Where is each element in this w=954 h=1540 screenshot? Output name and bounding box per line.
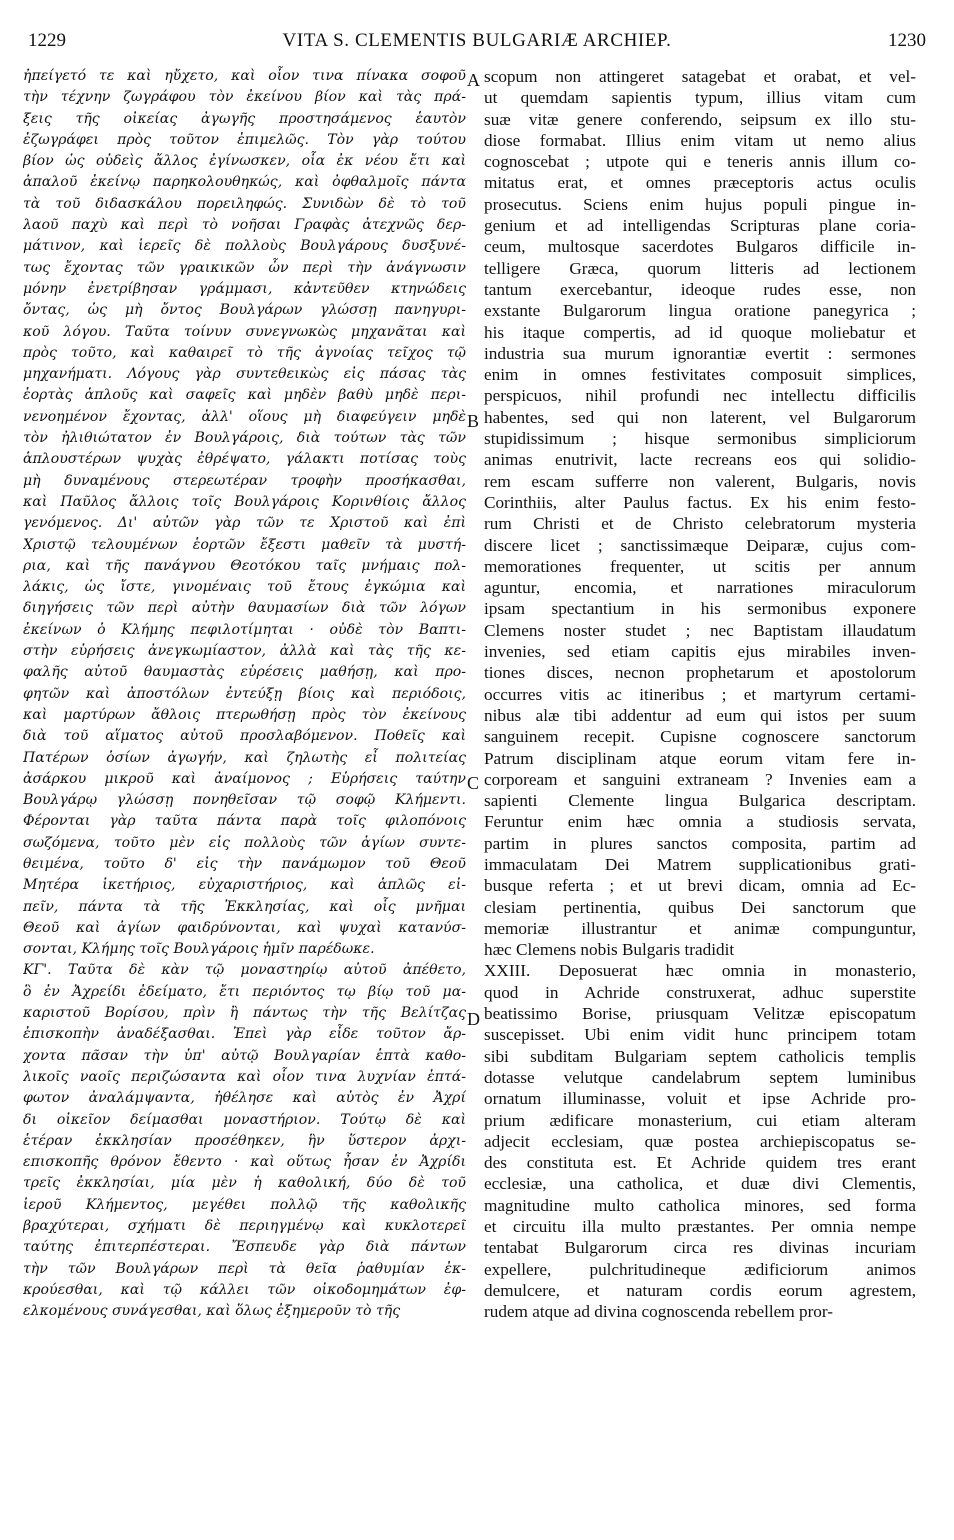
latin-text-line: des constituta est. Et Achride quidem tres erant bbox=[484, 1153, 916, 1173]
greek-text-line: φαλῆς αὐτοῦ θαυμαστὰς εὑρέσεις μαθήσῃ, καὶ προ- bbox=[23, 664, 466, 681]
latin-text-line: ipsam spectantium in his sermonibus exponere bbox=[484, 599, 916, 619]
greek-text-line: βραχύτεραι, σχήματι δὲ περιηγμένῳ καὶ κυκλοτερεῖ bbox=[23, 1218, 466, 1235]
greek-text-line: σονται, Κλήμης τοῖς Βουλγάροις ἡμῖν παρέδωκε. bbox=[23, 941, 375, 958]
latin-text-line: scopum non attingeret satagebat et orabat, et vel- bbox=[484, 67, 916, 86]
greek-text-line: Βουλγάρῳ γλώσσῃ πονηθεῖσαν τῷ σοφῷ Κλήμεντι. bbox=[23, 792, 466, 809]
latin-text-line: ut quemdam sapientis typum, illius vitam cum bbox=[484, 88, 916, 108]
latin-text-line: dotasse velutque candelabrum septem luminibus bbox=[484, 1067, 916, 1087]
latin-text-line: suæ vitæ genere conferendo, seipsum ex illo stu- bbox=[484, 109, 916, 129]
page-number-right: 1230 bbox=[888, 30, 926, 51]
greek-text-line: μόνην ἐνετρίβησαν γράμμασι, κἀντεῦθεν κτηνώδεις bbox=[23, 280, 466, 297]
greek-text-line: ἐκείνων ὁ Κλήμης πεφιλοτίμηται · οὐδὲ τὸν Βαπτι- bbox=[23, 621, 466, 638]
latin-text-line: adjecit ecclesiam, quæ postea archiepiscopatus se- bbox=[484, 1131, 916, 1151]
latin-text-line: et circuitu illa multo præstantes. Per omnia nempe bbox=[484, 1217, 916, 1237]
greek-text-line: λικοῖς ναοῖς περιζώσαντα καὶ οἷον τινα λυχνίαν ἑπτά- bbox=[23, 1068, 466, 1085]
latin-text-line: XXIII. Deposuerat hæc omnia in monasterio, bbox=[484, 961, 916, 981]
greek-text-line: φωτον ἀναλάμψαντα, ἠθέλησε καὶ αὐτὸς ἐν Ἀχρί bbox=[23, 1090, 466, 1107]
latin-text-line: stupidissimum ; hisque sermonibus simpliciorum bbox=[484, 429, 916, 449]
section-marker-b: B bbox=[467, 411, 480, 431]
latin-text-line: animas enutrivit, lacte recreans eos qui solidio- bbox=[484, 450, 916, 470]
latin-text-line: sanguinem recepit. Cupisne cognoscere sanctorum bbox=[484, 727, 916, 747]
greek-text-line: θειμένα, τοῦτο δ' εἰς τὴν πανάμωμον τοῦ Θεοῦ bbox=[23, 855, 466, 872]
latin-text-line: discere licet ; sanctissimæque Deiparæ, cujus com- bbox=[484, 535, 916, 555]
latin-text-line: busque referta ; et ut brevi dicam, omnia ad Ec- bbox=[484, 876, 916, 896]
greek-text-line: ὃ ἐν Ἀχρείδι ἐδείματο, ἔτι περιόντος τῳ βίῳ τοῦ μα- bbox=[23, 983, 466, 1000]
latin-text-line: exstante Bulgarorum lingua oratione panegyrica ; bbox=[484, 301, 916, 321]
latin-text-line: quod in Achride construxerat, adhuc superstite bbox=[484, 982, 916, 1002]
greek-text-line: Θεοῦ καὶ ἁγίων φαιδρύνονται, καὶ ψυχαὶ κατανύσ- bbox=[23, 919, 466, 936]
greek-text-line: γενόμενος. Δι' αὐτῶν γὰρ τῶν τε Χριστοῦ καὶ ἐπὶ bbox=[23, 515, 466, 532]
greek-text-line: τὰ τοῦ διδασκάλου πορειληφώς. Συνιδὼν δὲ τὸ τοῦ bbox=[23, 195, 466, 212]
latin-column bbox=[484, 66, 916, 1323]
latin-text-line: corpoream et sanguini extraneam ? Invenies eam a bbox=[484, 769, 916, 789]
latin-text-line: mitatus erat, et omnes præceptoris actus oculis bbox=[484, 173, 916, 193]
latin-text-line: beatissimo Borise, priusquam Velitzæ episcopatum bbox=[484, 1004, 916, 1024]
greek-text-line: μάτινον, καὶ ἱερεῖς δὲ πολλοὺς Βουλγάρους δυσξυνέ- bbox=[23, 238, 466, 255]
greek-text-line: βίον ὡς οὐδεὶς ἄλλος ἐγίνωσκεν, οἷα ἐκ νέου ἔτι καὶ bbox=[23, 153, 466, 170]
greek-text-line: ταύτης ἐπιτερπέστεραι. Ἔσπευδε γὰρ διὰ πάντων bbox=[23, 1239, 466, 1256]
greek-text-line: φητῶν καὶ ἀποστόλων ἐντεύξῃ βίοις καὶ περιόδοις, bbox=[23, 685, 466, 702]
greek-text-line: ελκομένους συνάγεσθαι, καὶ ὅλως ἐξημεροῦν τὸ τῆς bbox=[23, 1303, 401, 1320]
latin-text-line: tantum exercebantur, ideoque rudes esse, non bbox=[484, 279, 916, 299]
greek-text-line: ἁπαλοῦ ἐκείνῳ παρηκολουθηκώς, καὶ ὀφθαλμοῖς πάντα bbox=[23, 174, 466, 191]
latin-text-line: partim in plures sanctos composita, partim ad bbox=[484, 833, 916, 853]
greek-text-line: τὸν ἠλιθιώτατον ἐν Βουλγάροις, διὰ τούτων τὰς τῶν bbox=[23, 430, 466, 447]
latin-text-line: tiones disces, necnon prophetarum et apostolorum bbox=[484, 663, 916, 683]
greek-text-line: μὴ δυναμένους στερεωτέραν τροφὴν προσήκασθαι, bbox=[23, 472, 466, 489]
greek-text-line: στὴν εὑρήσεις ἀνεγκωμίαστον, ἀλλὰ καὶ τὰς τῆς κε- bbox=[23, 643, 466, 660]
greek-text-line: καὶ μαρτύρων ἄθλοις πτερωθήσῃ πρὸς τὸν ἐκείνους bbox=[23, 706, 466, 723]
greek-text-line: ΚΓ'. Ταῦτα δὲ κὰν τῷ μοναστηρίῳ αὐτοῦ ἀπέθετο, bbox=[23, 962, 466, 979]
latin-text-line: suscepisset. Ubi enim vidit hunc principem totam bbox=[484, 1025, 916, 1045]
latin-text-line: tentabat Bulgarorum circa res divinas incuriam bbox=[484, 1238, 916, 1258]
latin-text-line: sapienti Clemente lingua Bulgarica descriptam. bbox=[484, 791, 916, 811]
latin-text-line: perspicuos, nihil profundi nec intellectu difficilis bbox=[484, 386, 916, 406]
latin-text-line: Patrum disciplinam atque eorum vitam fere in- bbox=[484, 748, 916, 768]
latin-text-line: ecclesiæ, una catholica, et duæ divi Clementis, bbox=[484, 1174, 916, 1194]
latin-text-line: nibus alæ tibi addentur ad eum qui istos per suum bbox=[484, 705, 916, 725]
greek-text-line: λάκις, ὡς ἴστε, γινομέναις τοῦ ἔτους ἐγκώμια καὶ bbox=[23, 579, 466, 596]
greek-text-line: ἀσάρκου μικροῦ καὶ ἀναίμονος ; Εὑρήσεις ταύτην bbox=[23, 770, 466, 787]
section-marker-c: C bbox=[467, 773, 480, 793]
greek-text-line: ἱεροῦ Κλήμεντος, μεγέθει πολλῷ τῆς καθολικῆς bbox=[23, 1196, 466, 1213]
latin-text-line: demulcere, et naturam cordis eorum agrestem, bbox=[484, 1280, 916, 1300]
latin-text-line: magnitudine multo catholica minores, sed forma bbox=[484, 1195, 916, 1215]
latin-text-line: Clemens noster studet ; nec Baptistam illaudatum bbox=[484, 620, 916, 640]
greek-text-line: καὶ Παῦλος ἄλλοις τοῖς Βουλγάροις Κορινθίοις ἄλλος bbox=[23, 493, 466, 510]
latin-text-line: sibi subditam Bulgariam septem catholicis templis bbox=[484, 1046, 916, 1066]
greek-text-line: ἐζωγράφει πρὸς τοῦτον ἐπιμελῶς. Τὸν γὰρ τούτου bbox=[23, 131, 466, 148]
greek-text-line: Πατέρων ὁσίων ἀγωγήν, καὶ ζηλωτὴς εἶ πολιτείας bbox=[23, 749, 466, 766]
section-marker-d: D bbox=[467, 1009, 480, 1029]
latin-text-line: diose formabat. Illius enim vitam ut nemo alius bbox=[484, 130, 916, 150]
latin-text-line: memorationes frequenter, ut scitis per annum bbox=[484, 556, 916, 576]
greek-text-line: νενοημένον ἔχοντας, ἀλλ' οἵους μὴ διαφεύγειν μηδὲ bbox=[23, 408, 466, 425]
greek-text-line: ξεις τῆς οἰκείας ἀγωγῆς προστησάμενος ἑαυτὸν bbox=[23, 110, 466, 127]
latin-text-line: genium et ad intelligendas Scripturas plane coria- bbox=[484, 216, 916, 236]
latin-text-line: telligere Græca, quorum litteris ad lectionem bbox=[484, 258, 916, 278]
latin-text-line: expellere, pulchritudineque ædificiorum animos bbox=[484, 1259, 916, 1279]
latin-text-line: ceum, multosque sacerdotes Bulgaros difficile in- bbox=[484, 237, 916, 257]
latin-text-line: Corinthiis, alter Paulus factus. Ex his enim festo- bbox=[484, 492, 916, 512]
latin-text-line: his itaque compertis, ad id quoque moliebatur et bbox=[484, 322, 916, 342]
greek-text-line: δι οἰκεῖον δείμασθαι μοναστήριον. Τούτῳ δὲ καὶ bbox=[23, 1111, 466, 1128]
latin-text-line: clesiam pertinentia, quibus Dei sanctorum que bbox=[484, 897, 916, 917]
latin-text-line: rudem atque ad divina cognoscenda rebellem pror- bbox=[484, 1302, 833, 1322]
latin-text-line: rum Christi et de Christo celebratorum mysteria bbox=[484, 514, 916, 534]
latin-text-line: industria sua murum ignorantiæ evertit : sermones bbox=[484, 343, 916, 363]
greek-text-line: σωζόμενα, τοῦτο μὲν εἰς πολλοὺς τῶν ἁγίων συντε- bbox=[23, 834, 466, 851]
greek-text-line: κρούεσθαι, καὶ τῷ κάλλει τῶν οἰκοδομημάτων ἐφ- bbox=[23, 1281, 466, 1298]
greek-text-line: διηγήσεις τῶν περὶ αὐτὴν θαυμασίων διὰ τῶν λόγων bbox=[23, 600, 466, 617]
latin-text-line: prium ædificare monasterium, cui etiam alteram bbox=[484, 1110, 916, 1130]
greek-text-line: ἠπείγετό τε καὶ ηὔχετο, καὶ οἷον τινα πίνακα σοφοῦ bbox=[23, 68, 466, 84]
greek-text-line: τὴν τῶν Βουλγάρων περὶ τὰ θεῖα ῥαθυμίαν ἐκ- bbox=[23, 1260, 466, 1277]
latin-text-line: habentes, sed qui non laterent, vel Bulgarorum bbox=[484, 407, 916, 427]
latin-text-line: Feruntur enim hæc omnia a studiosis servata, bbox=[484, 812, 916, 832]
latin-text-line: immaculatam Dei Matrem supplicationibus grati- bbox=[484, 854, 916, 874]
latin-text-line: cognoscebat ; utpote qui e teneris annis illum co- bbox=[484, 152, 916, 172]
latin-text-line: ornatum illuminasse, voluit et ipse Achride pro- bbox=[484, 1089, 916, 1109]
page-number-left: 1229 bbox=[28, 30, 66, 51]
greek-text-line: διὰ τοῦ αἵματος αὐτοῦ προσλαβόμενον. Ποθεῖς καὶ bbox=[23, 728, 466, 745]
latin-text-line: memoriæ illustrantur et animæ compunguntur, bbox=[484, 918, 916, 938]
greek-text-line: ἐπισκοπὴν ἀναδέξασθαι. Ἐπεὶ γὰρ εἶδε τοῦτον ἄρ- bbox=[23, 1026, 466, 1043]
greek-text-line: ὄντας, ὡς μὴ ὄντος Βουλγάρων γλώσσῃ πανηγυρι- bbox=[23, 302, 466, 319]
greek-text-line: λαοῦ παχὺ καὶ περὶ τὸ νοῆσαι Γραφὰς ἀτεχνῶς δερ- bbox=[23, 217, 466, 234]
greek-text-line: ρια, καὶ τῆς πανάγνου Θεοτόκου ταῖς μνήμαις πολ- bbox=[23, 557, 466, 574]
greek-column bbox=[23, 66, 466, 1323]
greek-text-line: τως ἔχοντας τῶν γραικικῶν ὧν περὶ τὴν ἀνάγνωσιν bbox=[23, 259, 466, 276]
greek-text-line: χοντα πᾶσαν τὴν ὑπ' αὐτῷ Βουλγαρίαν ἑπτὰ καθο- bbox=[23, 1047, 466, 1064]
greek-text-line: Χριστῷ τελουμένων ἑορτῶν ἔξεστι μαθεῖν τὰ μυστή- bbox=[23, 536, 466, 553]
section-marker-a: A bbox=[467, 70, 480, 90]
greek-text-line: ἑτέραν ἐκκλησίαν προσέθηκεν, ἣν ὕστερον ἀρχι- bbox=[23, 1132, 466, 1149]
latin-text-line: prosecutus. Sciens enim hujus populi pingue in- bbox=[484, 194, 916, 214]
greek-text-line: επισκοπῆς θρόνον ἔθεντο · καὶ οὕτως ἦσαν ἐν Ἀχρίδι bbox=[23, 1154, 466, 1171]
running-header bbox=[20, 30, 934, 60]
greek-text-line: τρεῖς ἐκκλησίαι, μία μὲν ἡ καθολική, δύο δὲ τοῦ bbox=[23, 1175, 466, 1192]
greek-text-line: Φέρονται γὰρ ταῦτα πάντα παρὰ τοῖς φιλοπόνοις bbox=[23, 813, 466, 830]
greek-text-line: ἑορτὰς ἁπλοῦς καὶ σαφεῖς καὶ μηδὲν βαθὺ μηδὲ περι- bbox=[23, 387, 466, 404]
greek-text-line: τὴν τέχνην ζωγράφου τὸν ἐκείνου βίον καὶ τὰς πρά- bbox=[23, 89, 466, 106]
latin-text-line: hæc Clemens nobis Bulgaris tradidit bbox=[484, 940, 735, 960]
greek-text-line: καριστοῦ Βορίσου, πρὶν ἢ πάντως τὴν τῆς Βελίτζας bbox=[23, 1005, 466, 1022]
greek-text-line: πρὸς τοῦτο, καὶ καθαιρεῖ τὸ τῆς ἀγνοίας τεῖχος τῷ bbox=[23, 344, 466, 361]
greek-text-line: ἁπλουστέρων ψυχὰς ἐθρέψατο, γάλακτι ποτίσας τοὺς bbox=[23, 451, 466, 468]
latin-text-line: invenies, sed etiam capitis ejus mirabiles inven- bbox=[484, 642, 916, 662]
running-title: VITA S. CLEMENTIS BULGARIÆ ARCHIEP. bbox=[282, 30, 672, 51]
greek-text-line: κοῦ λόγου. Ταῦτα τοίνυν συνεγνωκὼς μηχανᾶται καὶ bbox=[23, 323, 466, 340]
greek-text-line: πεῖν, πάντα τὰ τῆς Ἐκκλησίας, καὶ οἷς μνῆμαι bbox=[23, 898, 466, 915]
greek-text-line: Μητέρα ἱκετήριος, εὐχαριστήριος, καὶ ἁπλῶς εἰ- bbox=[23, 877, 466, 894]
latin-text-line: enim in omnes festivitates composuit simplices, bbox=[484, 365, 916, 385]
latin-text-line: rem escam sufferre non valerent, Bulgaris, novis bbox=[484, 471, 916, 491]
greek-text-line: μηχανήματι. Λόγους γὰρ συντεθεικὼς εἰς πάσας τὰς bbox=[23, 366, 466, 383]
latin-text-line: occurres vitis ac itineribus ; et martyrum certami- bbox=[484, 684, 916, 704]
latin-text-line: aguntur, encomia, et narrationes miraculorum bbox=[484, 578, 916, 598]
